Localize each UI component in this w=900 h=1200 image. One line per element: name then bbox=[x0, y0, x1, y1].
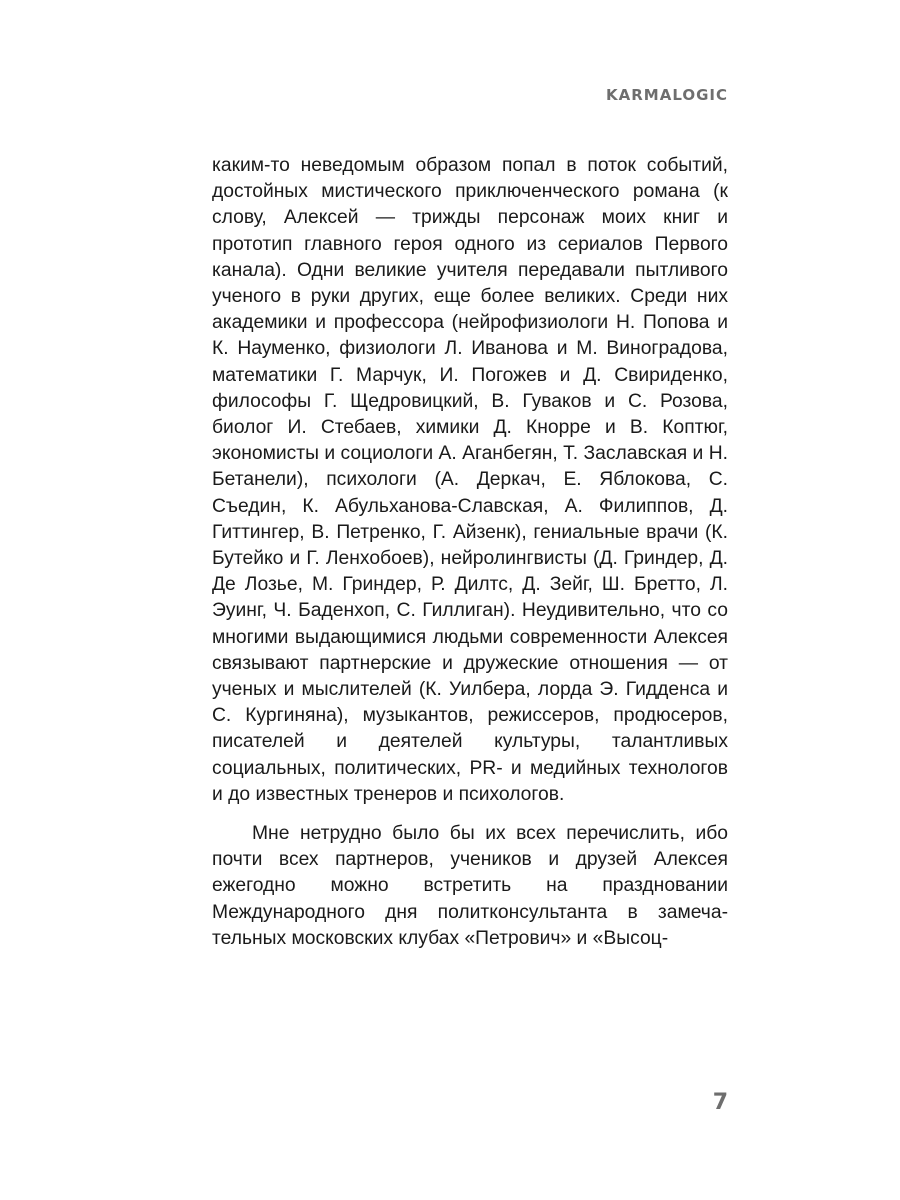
text-column bbox=[212, 153, 728, 952]
running-header: KARMALOGIC bbox=[606, 86, 728, 104]
paragraph: Мне нетрудно было бы их всех перечислить, ибо почти всех партнеров, учеников и друзей Алексея ежегодно можно встретить на праздновании Международного дня политконсультанта в замечательных московских клубах «Петрович» и «Высоц- bbox=[212, 823, 728, 949]
page-number: 7 bbox=[712, 1090, 728, 1115]
paragraph: каким-то неведомым образом попал в поток событий, достойных мистического приключенческого романа (к слову, Алексей — трижды персонаж моих книг и прототип главного героя одного из сериалов Первого канала). Одни великие учителя передавали пытливого ученого в руки других, еще более великих. Среди них академики и профессора (нейрофизиологи Н. Попова и К. Науменко, физиологи Л. Иванова и М. Виноградова, математики Г. Марчук, И. Погожев и Д. Свириденко, философы Г. Щедровицкий, В. Гуваков и С. Розова, биолог И. Стебаев, химики Д. Кнорре и В. Коптюг, экономисты и социологи А. Аганбегян, Т. Заславская и Н. Бетанели), психологи (А. Деркач, Е. Яблокова, С. Съедин, К. Абульханова-Славская, А. Филиппов, Д. Гиттингер, В. Петренко, Г. Айзенк), гениальные врачи (К. Бутейко и Г. Ленхобоев), нейролингвисты (Д. Гриндер, Д. Де Лозье, М. Гриндер, Р. Дилтс, Д. Зейг, Ш. Бретто, Л. Эуинг, Ч. Баденхоп, С. Гиллиган). Неудивительно, что со многими выдающимися людьми современности Алексея связывают партнерские и дружеские отношения — от ученых и мыслителей (К. Уилбера, лорда Э. Гидденса и С. Кургиняна), музыкантов, режиссеров, продюсеров, писателей и деятелей культуры, талантливых социальных, политических, PR- и медийных технологов и до известных тренеров и психологов. bbox=[212, 155, 728, 805]
